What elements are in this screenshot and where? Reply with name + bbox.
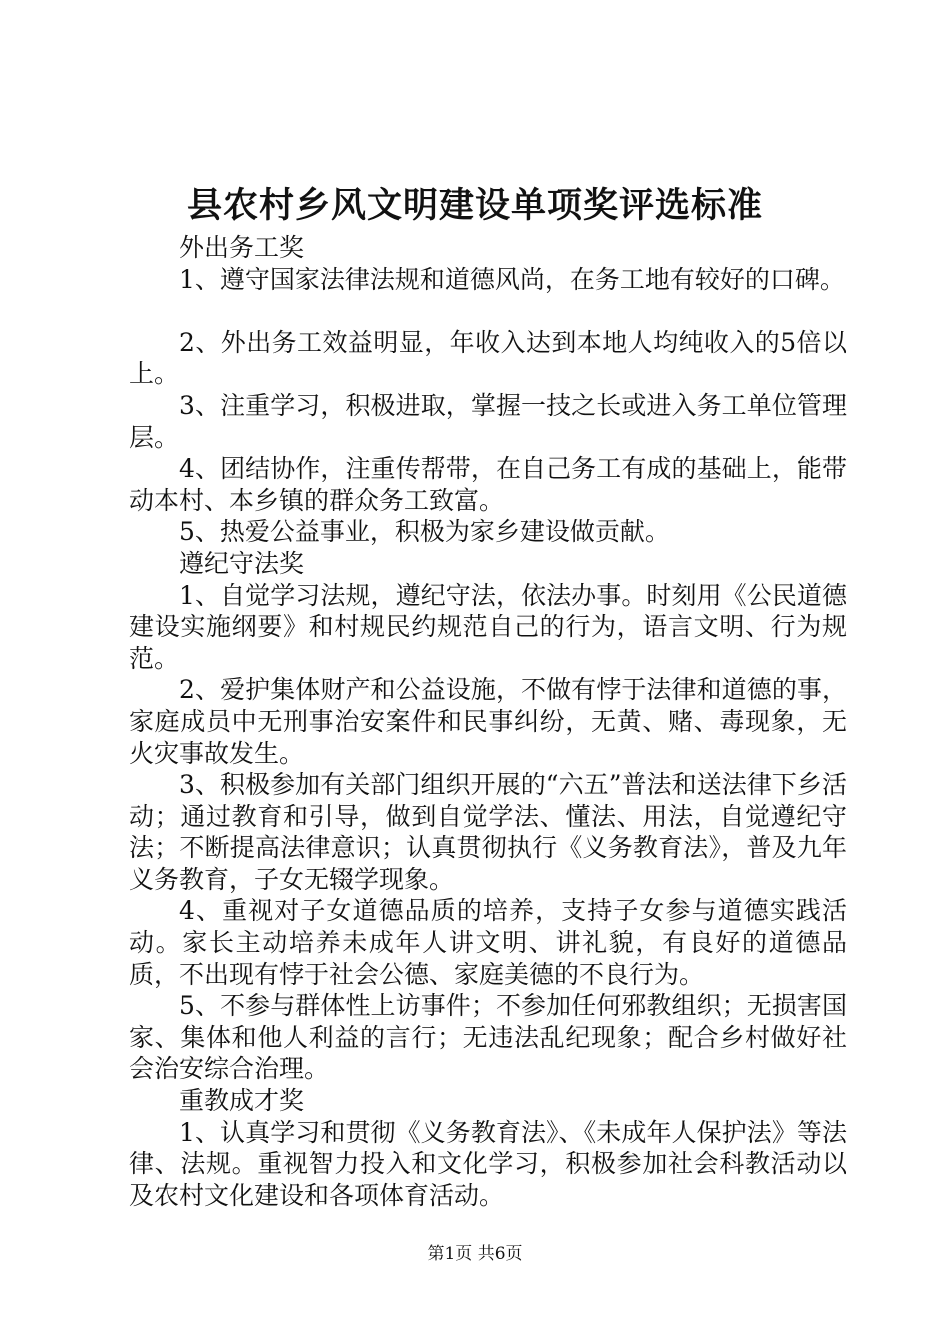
paragraph: 2、爱护集体财产和公益设施，不做有悖于法律和道德的事，家庭成员中无刑事治安案件和民事纠纷，无黄、赌、毒现象，无火灾事故发生。	[129, 675, 847, 768]
document-title: 县农村乡风文明建设单项奖评选标准	[186, 185, 763, 226]
document-body	[129, 232, 847, 1211]
paragraph: 5、热爱公益事业，积极为家乡建设做贡献。	[179, 517, 670, 547]
paragraph: 3、积极参加有关部门组织开展的“六五”普法和送法律下乡活动；通过教育和引导，做到自觉学法、懂法、用法，自觉遵纪守法；不断提高法律意识；认真贯彻执行《义务教育法》，普及九年义务教育，子女无辍学现象。	[129, 770, 847, 894]
paragraph: 2、外出务工效益明显，年收入达到本地人均纯收入的5倍以上。	[129, 327, 847, 389]
section-heading-migrant-work: 外出务工奖	[179, 233, 305, 262]
section-heading-law-abiding: 遵纪守法奖	[179, 548, 305, 578]
paragraph: 1、认真学习和贯彻《义务教育法》、《未成年人保护法》等法律、法规。重视智力投入和文化学习，积极参加社会科教活动以及农村文化建设和各项体育活动。	[129, 1117, 847, 1210]
paragraph: 1、遵守国家法律法规和道德风尚，在务工地有较好的口碑。	[179, 264, 845, 294]
page-footer: 第1页 共6页	[427, 1244, 523, 1264]
section-heading-education: 重教成才奖	[179, 1086, 305, 1116]
paragraph: 5、不参与群体性上访事件；不参加任何邪教组织；无损害国家、集体和他人利益的言行；无违法乱纪现象；配合乡村做好社会治安综合治理。	[129, 991, 847, 1084]
paragraph: 1、自觉学习法规，遵纪守法，依法办事。时刻用《公民道德建设实施纲要》和村规民约规范自己的行为，语言文明、行为规范。	[129, 580, 847, 673]
paragraph: 3、注重学习，积极进取，掌握一技之长或进入务工单位管理层。	[129, 390, 847, 452]
paragraph: 4、团结协作，注重传帮带，在自己务工有成的基础上，能带动本村、本乡镇的群众务工致富。	[129, 454, 847, 515]
paragraph: 4、重视对子女道德品质的培养，支持子女参与道德实践活动。家长主动培养未成年人讲文明、讲礼貌，有良好的道德品质，不出现有悖于社会公德、家庭美德的不良行为。	[129, 896, 847, 989]
